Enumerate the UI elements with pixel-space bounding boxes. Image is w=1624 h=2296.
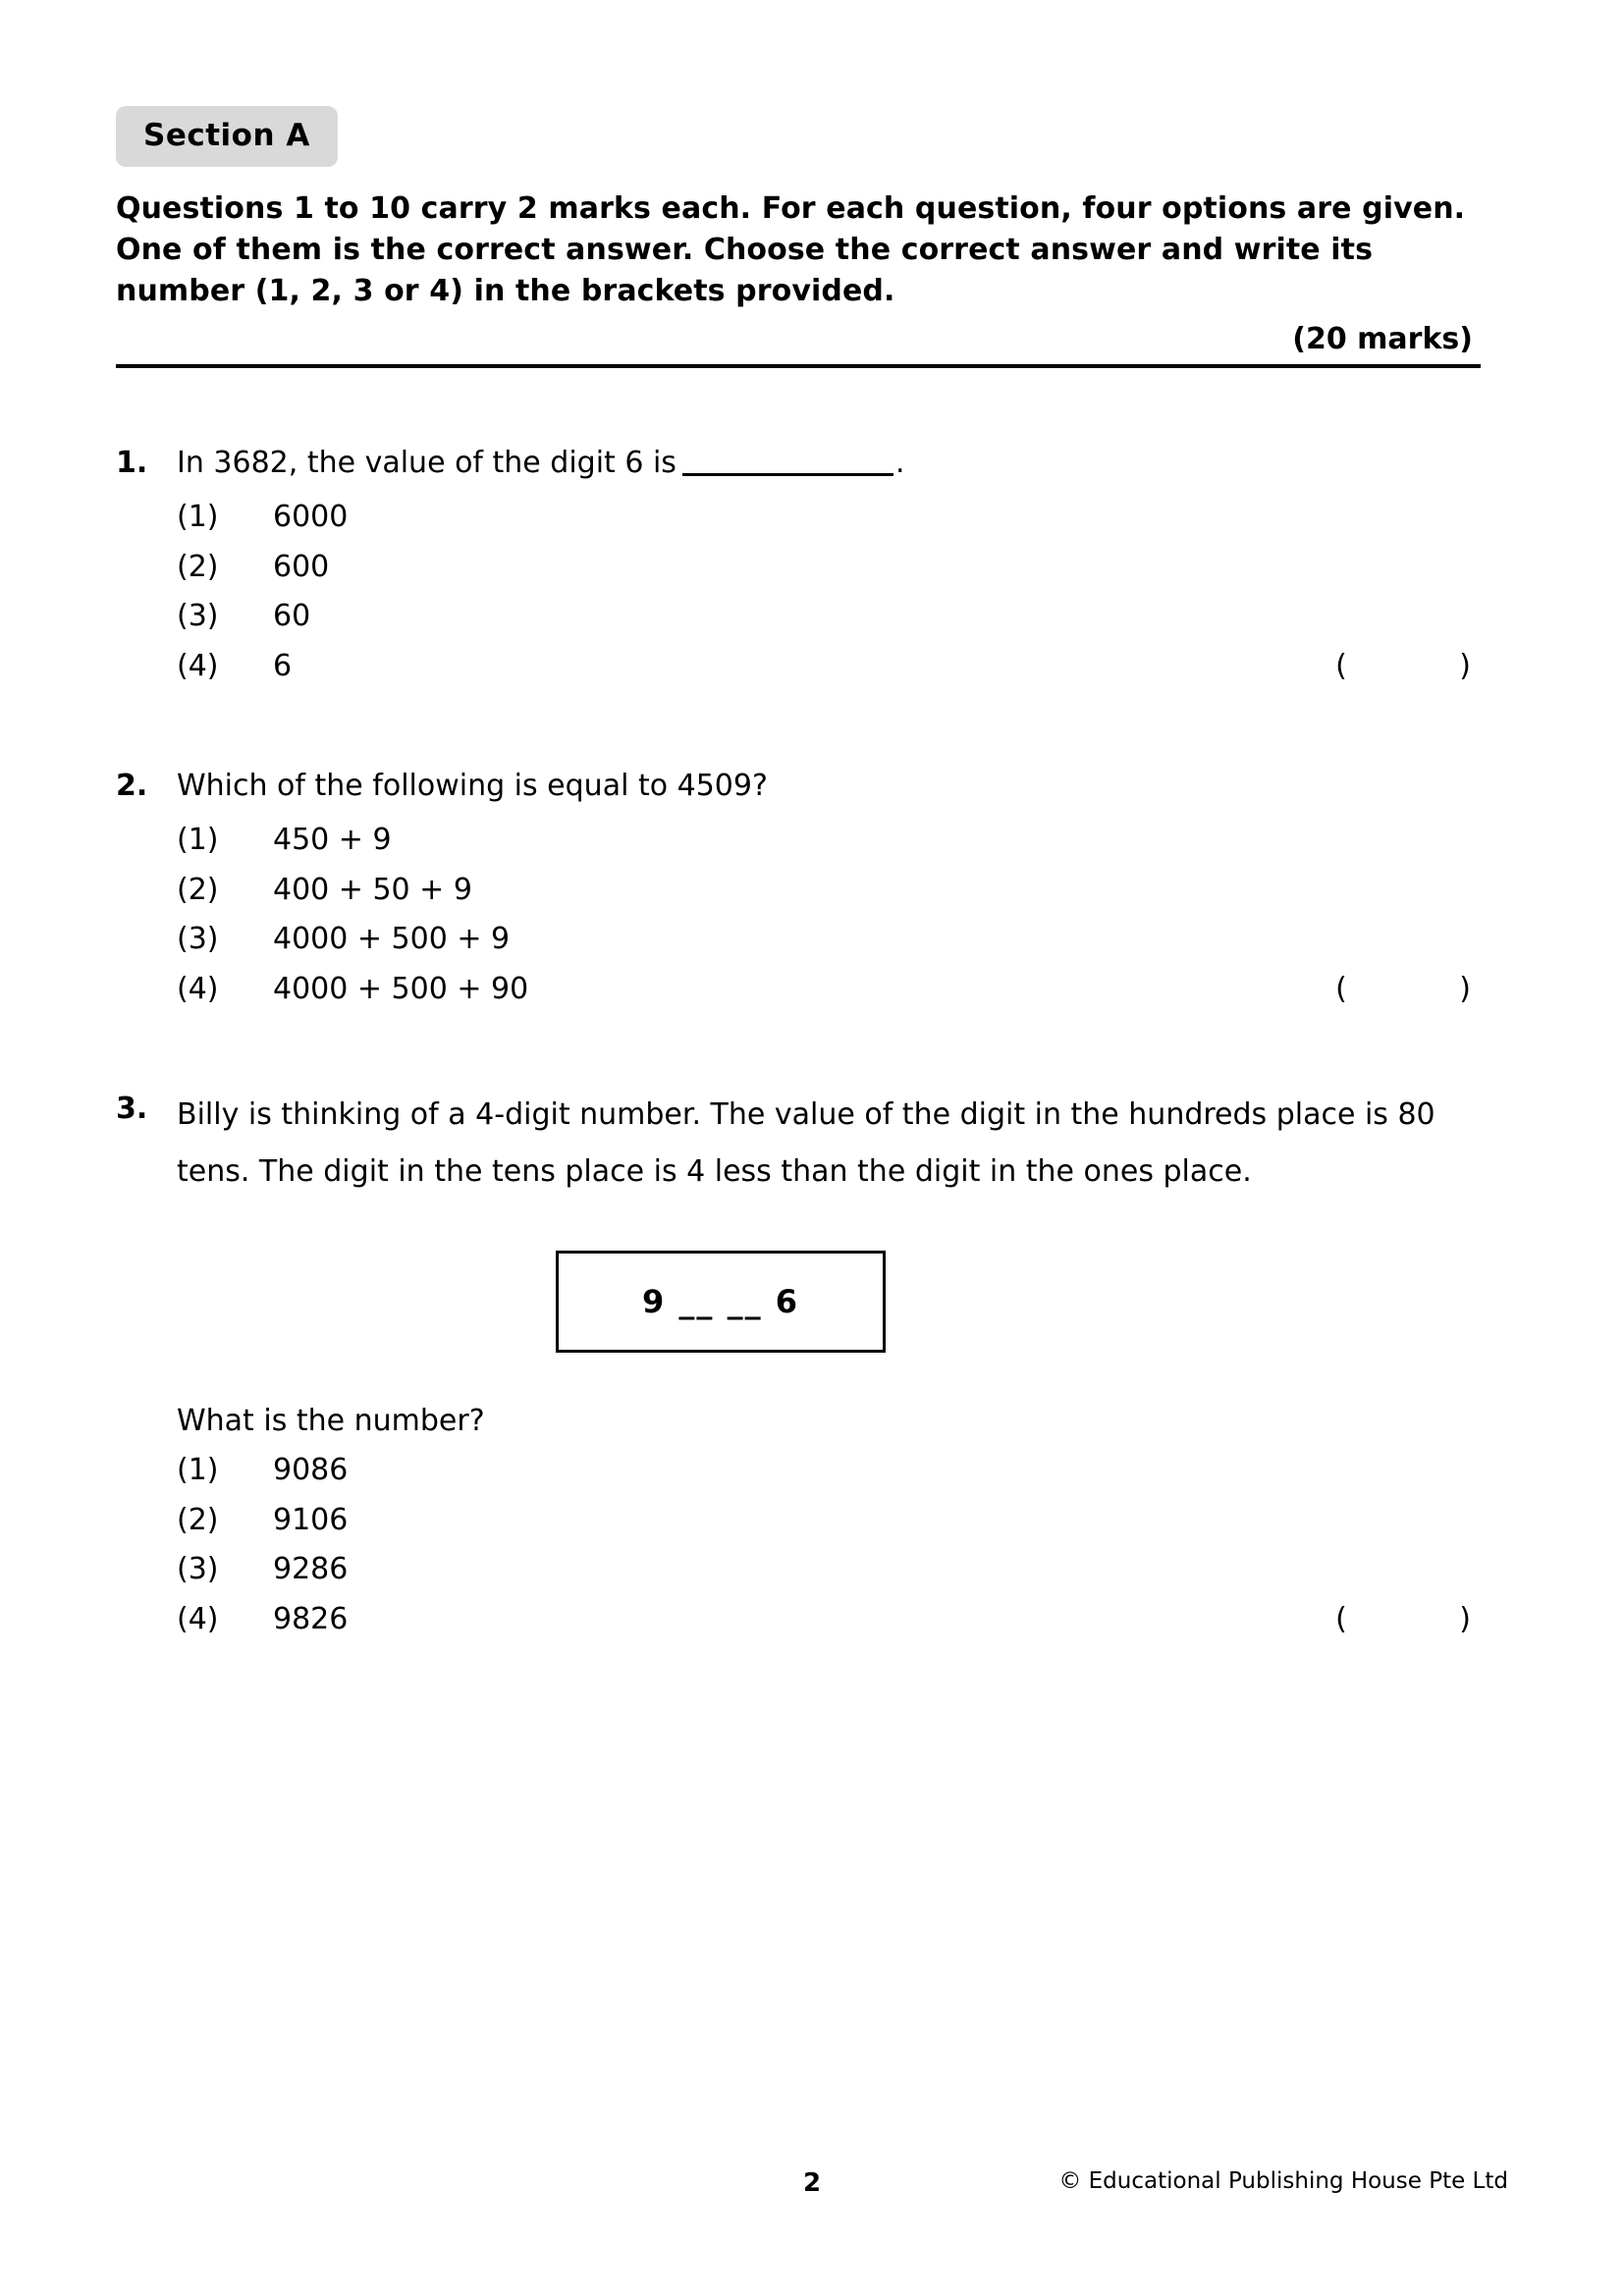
option-row[interactable]: [177, 816, 1481, 866]
option-label: (2): [177, 1502, 219, 1537]
question-3-body: [177, 1087, 1481, 1644]
option-label: (1): [177, 500, 219, 534]
option-label: (3): [177, 922, 219, 956]
answer-brackets[interactable]: ( ): [1335, 1601, 1471, 1636]
option-label: (3): [177, 599, 219, 633]
copyright-notice: © Educational Publishing House Pte Ltd: [1058, 2168, 1508, 2194]
option-label: (4): [177, 1601, 219, 1636]
question-1-text: [177, 441, 1481, 485]
option-text: 9286: [273, 1552, 349, 1587]
question-2-body: [177, 764, 1481, 1014]
option-text: 4000 + 500 + 90: [273, 971, 529, 1006]
question-2-text: Which of the following is equal to 4509?: [177, 769, 768, 803]
header-divider: [116, 364, 1481, 368]
option-row[interactable]: [177, 543, 1481, 593]
option-text: 9086: [273, 1453, 349, 1488]
option-label: (2): [177, 549, 219, 584]
section-badge: Section A: [116, 106, 338, 167]
option-text: 6000: [273, 500, 349, 534]
option-text: 4000 + 500 + 9: [273, 922, 511, 956]
question-1-stem: In 3682, the value of the digit 6 is: [177, 446, 677, 480]
option-row[interactable]: [177, 1545, 1481, 1595]
answer-brackets[interactable]: ( ): [1335, 648, 1471, 683]
question-2: [116, 764, 1481, 1014]
question-1-body: [177, 441, 1481, 691]
option-row[interactable]: [177, 642, 1481, 692]
option-row[interactable]: [177, 493, 1481, 543]
option-label: (1): [177, 823, 219, 857]
question-1: [116, 441, 1481, 691]
option-row[interactable]: [177, 965, 1481, 1015]
page-number: 2: [802, 2168, 822, 2198]
question-3-followup: What is the number?: [177, 1404, 485, 1439]
option-label: (3): [177, 1552, 219, 1587]
option-text: 60: [273, 599, 311, 633]
marks-label: (20 marks): [1292, 322, 1473, 356]
number-box-container: [177, 1251, 1481, 1353]
option-row[interactable]: [177, 1446, 1481, 1496]
option-label: (1): [177, 1453, 219, 1488]
question-3: [116, 1087, 1481, 1644]
option-row[interactable]: [177, 915, 1481, 965]
question-3-text: Billy is thinking of a 4-digit number. The value of the digit in the hundreds place is 80 tens. The digit in the tens place is 4 less than the digit in the ones place.: [177, 1097, 1435, 1189]
question-3-options: [177, 1446, 1481, 1644]
option-text: 9106: [273, 1502, 349, 1537]
option-text: 9826: [273, 1601, 349, 1636]
option-label: (2): [177, 872, 219, 907]
option-text: 450 + 9: [273, 823, 392, 857]
option-row[interactable]: [177, 1496, 1481, 1546]
option-text: 400 + 50 + 9: [273, 872, 472, 907]
option-label: (4): [177, 971, 219, 1006]
answer-brackets[interactable]: ( ): [1335, 971, 1471, 1006]
option-row[interactable]: [177, 1595, 1481, 1645]
option-row[interactable]: [177, 866, 1481, 916]
page-content: [116, 106, 1481, 1644]
instructions-text: Questions 1 to 10 carry 2 marks each. For each question, four options are given. One of them is the correct answer. Choose the correct answer and write its number (1, 2, 3 or 4) in the brackets provided.: [116, 191, 1466, 308]
question-2-options: [177, 816, 1481, 1014]
question-1-stem-end: .: [894, 446, 905, 480]
question-2-number: 2.: [116, 769, 148, 803]
number-box: 9 __ __ 6: [556, 1251, 886, 1353]
question-1-options: [177, 493, 1481, 691]
option-text: 600: [273, 549, 330, 584]
question-3-number: 3.: [116, 1092, 148, 1126]
answer-blank-line[interactable]: [682, 473, 893, 476]
question-1-number: 1.: [116, 446, 148, 480]
option-row[interactable]: [177, 592, 1481, 642]
page-footer: [116, 2168, 1508, 2202]
option-label: (4): [177, 648, 219, 683]
option-text: 6: [273, 648, 293, 683]
